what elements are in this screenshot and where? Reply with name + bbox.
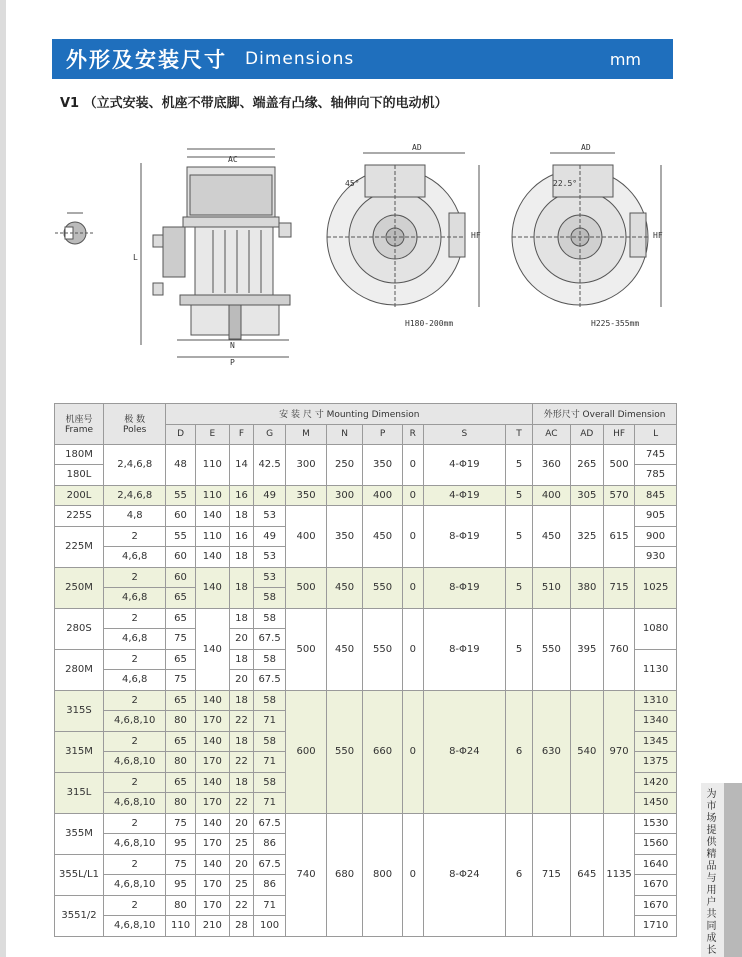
label-ad-large: AD [581,143,591,152]
header-mounting: 安 装 尺 寸 Mounting Dimension [166,404,533,425]
table-row: 4,6,8 60 140 18 53 930 [55,547,677,568]
col-r: R [402,424,423,444]
table-row: 4,6,8 75 20 67.5 [55,670,677,691]
col-t: T [506,424,533,444]
label-ad-small: AD [412,143,422,152]
col-ad: AD [570,424,603,444]
col-f: F [229,424,253,444]
unit-label: mm [609,50,641,69]
section-header [52,39,673,79]
side-slogan-text: 为市场提供精品 与用户共同成长 [706,789,717,956]
col-m: M [286,424,327,444]
side-slogan-tab [701,783,742,957]
front-view-h225-355 [512,153,661,307]
dimension-table [54,403,677,937]
table-row: 4,6,8,10 110 210 28 100 1710 [55,916,677,937]
table-row: 3551/2 2 80 170 22 71 1670 [55,895,677,916]
col-s: S [423,424,505,444]
label-ac: AC [228,155,238,164]
label-n: N [230,341,235,350]
table-row: 315S 2 65 140 18 58 600 550 660 0 8-Φ24 6 630 540 970 1310 [55,690,677,711]
caption-h180-200: H180-200mm [405,319,454,328]
table-row: 4,6,8,10 80 170 22 71 1450 [55,793,677,814]
table-row: 4,6,8,10 80 170 22 71 1375 [55,752,677,773]
header-overall: 外形尺寸 Overall Dimension [533,404,677,425]
table-row: 200L 2,4,6,8 55 110 16 49 350 300 400 0 4-Φ19 5 400 305 570 845 [55,485,677,506]
label-l: L [133,253,138,262]
table-row: 4,6,8,10 95 170 25 86 1670 [55,875,677,896]
col-p: P [363,424,403,444]
table-row: 315M 2 65 140 18 58 1345 [55,731,677,752]
left-margin-bar [0,0,6,957]
col-l: L [635,424,677,444]
table-row: 4,6,8,10 95 170 25 86 1560 [55,834,677,855]
col-hf: HF [603,424,634,444]
motor-drawings [45,135,685,375]
col-e: E [195,424,229,444]
shaft-section-view [55,213,93,244]
table-row: 180M 2,4,6,8 48 110 14 42.5 300 250 350 0 4-Φ19 5 360 265 500 745 [55,444,677,465]
table-row: 4,6,8 65 58 [55,588,677,609]
label-p: P [230,358,235,367]
col-n: N [326,424,362,444]
mounting-type-subtitle: V1 （立式安装、机座不带底脚、端盖有凸缘、轴伸向下的电动机） [60,96,448,111]
col-g: G [253,424,285,444]
table-row: 4,6,8 75 20 67.5 [55,629,677,650]
title-chinese: 外形及安装尺寸 [66,48,227,72]
motor-side-view [141,149,291,357]
table-row: 315L 2 65 140 18 58 1420 [55,772,677,793]
header-frame: 机座号 Frame [55,404,104,445]
table-row: 355M 2 75 140 20 67.5 740 680 800 0 8-Φ24 6 715 645 1135 1530 [55,813,677,834]
side-stripe [724,783,742,957]
title-english: Dimensions [245,49,355,69]
table-row: 180L 785 [55,465,677,486]
table-row: 225S 4,8 60 140 18 53 400 350 450 0 8-Φ19 5 450 325 615 905 [55,506,677,527]
table-row: 250M 2 60 140 18 53 500 450 550 0 8-Φ19 5 510 380 715 1025 [55,567,677,588]
table-row: 225M 2 55 110 16 49 900 [55,526,677,547]
label-22-5: 22.5° [553,179,578,188]
caption-h225-355: H225-355mm [591,319,640,328]
front-view-h180-200 [327,153,479,307]
label-hf-large: HF [653,231,663,240]
label-45: 45° [345,179,360,188]
table-row: 280S 2 65 140 18 58 500 450 550 0 8-Φ19 5 550 395 760 1080 [55,608,677,629]
technical-drawing [45,135,685,375]
table-row: 4,6,8,10 80 170 22 71 1340 [55,711,677,732]
table-row: 355L/L1 2 75 140 20 67.5 1640 [55,854,677,875]
col-d: D [166,424,195,444]
table-row: 280M 2 65 18 58 1130 [55,649,677,670]
header-poles: 极 数 Poles [103,404,166,445]
label-hf-small: HF [471,231,481,240]
col-ac: AC [533,424,571,444]
